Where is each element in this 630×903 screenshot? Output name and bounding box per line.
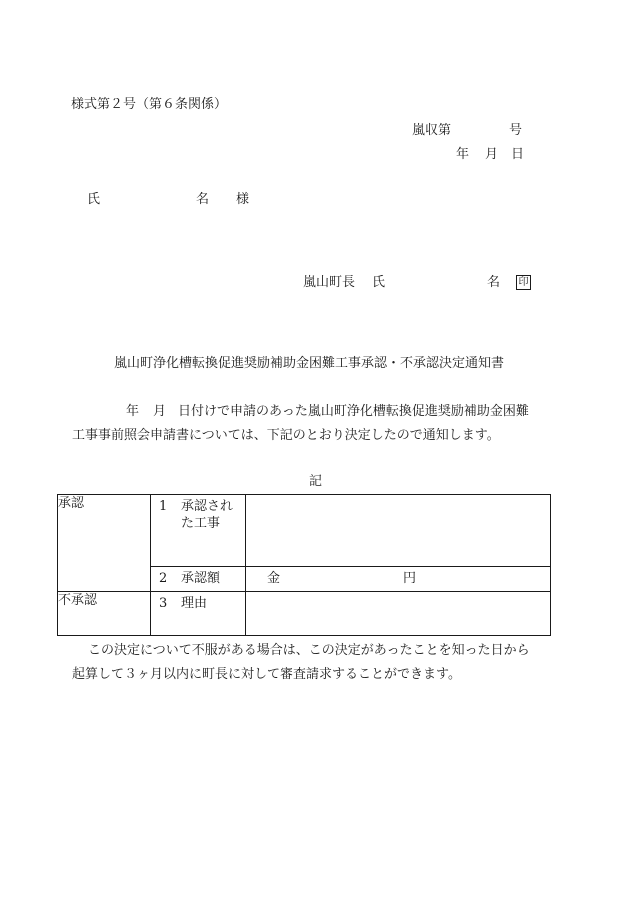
row2-yen: 円 [403,571,417,586]
table-row [58,592,551,636]
doc-number-prefix: 嵐収第 [412,123,452,138]
decision-table [57,494,551,636]
date-month: 月 [485,147,499,162]
row2-label-cell [151,567,246,592]
disapproval-label: 不承認 [58,593,98,608]
doc-number-suffix: 号 [509,123,523,138]
seal-stamp: 印 [516,275,531,290]
row1-label-cell [151,495,246,567]
notice-line2: 起算して３ヶ月以内に町長に対して審査請求することができます。 [72,667,461,682]
row1-value-cell [246,495,551,567]
row2-kin: 金 [267,571,281,586]
sender-mei: 名 [487,275,501,290]
row2-value-cell [246,567,551,592]
date-day: 日 [511,147,525,162]
ki-heading: 記 [309,474,323,489]
body-line2: 工事事前照会申請書については、下記のとおり決定したので通知します。 [72,428,500,443]
date-year: 年 [456,147,470,162]
table-row [58,495,551,567]
row2-num: 2 [159,571,168,586]
row3-num: 3 [159,596,168,611]
form-number: 様式第２号（第６条関係） [71,97,228,112]
body-year: 年 [126,404,140,419]
row1-label-l2: た工事 [181,516,221,531]
row3-label-cell [151,592,246,636]
approval-cell [58,495,151,592]
notice-line1: この決定について不服がある場合は、この決定があったことを知った日から [88,643,530,658]
body-line1: 日付けで申請のあった嵐山町浄化槽転換促進奨励補助金困難 [178,404,529,419]
addressee-sama: 様 [236,192,250,207]
row2-label: 承認額 [181,571,221,586]
row3-label: 理由 [181,596,208,611]
sender-title: 嵐山町長 [303,275,356,290]
row3-value-cell [246,592,551,636]
body-month: 月 [153,404,167,419]
addressee-mei: 名 [196,192,210,207]
addressee-shi: 氏 [87,192,101,207]
row1-label-l1: 承認され [181,499,234,514]
disapproval-cell [58,592,151,636]
sender-shi: 氏 [372,275,386,290]
document-title: 嵐山町浄化槽転換促進奨励補助金困難工事承認・不承認決定通知書 [114,356,505,371]
row1-num: 1 [159,499,168,514]
approval-label: 承認 [58,496,85,511]
